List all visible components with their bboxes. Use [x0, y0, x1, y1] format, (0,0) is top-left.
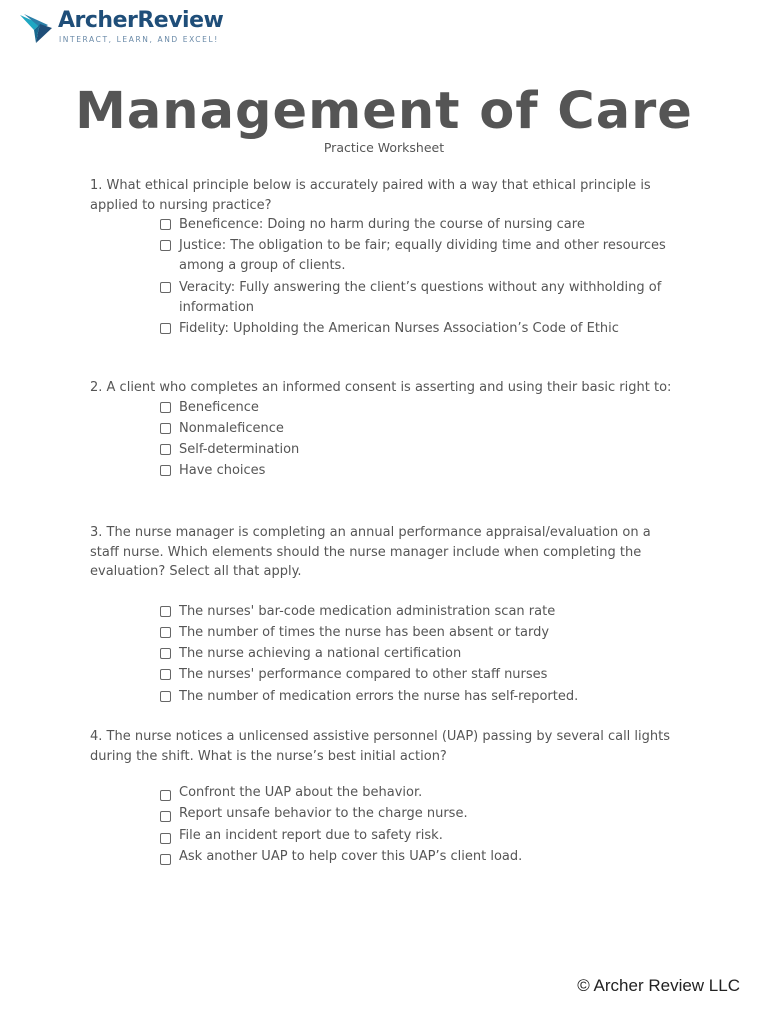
checkbox[interactable] — [160, 790, 171, 801]
option-item[interactable] — [160, 687, 680, 707]
page-title: Management of Care — [75, 82, 693, 141]
option-label: The number of medication errors the nurse has self-reported. — [179, 688, 579, 704]
brand-logo — [18, 8, 224, 48]
option-item[interactable] — [160, 419, 680, 439]
option-item[interactable] — [160, 319, 680, 339]
option-label: Have choices — [179, 463, 266, 479]
option-item[interactable] — [160, 644, 680, 664]
option-label: Beneficence — [179, 399, 259, 415]
checkbox[interactable] — [160, 854, 171, 865]
checkbox[interactable] — [160, 240, 171, 251]
question-stem: 1. What ethical principle below is accurately paired with a way that ethical principle is applied to nursing practice? — [90, 178, 651, 213]
brand-tagline: INTERACT, LEARN, AND EXCEL! — [59, 35, 219, 44]
option-label: The number of times the nurse has been absent or tardy — [179, 624, 550, 640]
checkbox[interactable] — [160, 669, 171, 680]
checkbox[interactable] — [160, 833, 171, 844]
option-label: Self-determination — [179, 442, 300, 458]
option-list — [90, 783, 680, 867]
brand-name: ArcherReview — [58, 8, 224, 33]
option-item[interactable] — [160, 215, 680, 235]
option-list — [90, 398, 680, 482]
option-item[interactable] — [160, 783, 680, 803]
checkbox[interactable] — [160, 627, 171, 638]
checkbox[interactable] — [160, 402, 171, 413]
option-item[interactable] — [160, 826, 680, 846]
option-label: Veracity: Fully answering the client’s questions without any withholding of information — [179, 279, 662, 315]
checkbox[interactable] — [160, 465, 171, 476]
checkbox[interactable] — [160, 323, 171, 334]
copyright-footer: © Archer Review LLC — [577, 976, 740, 995]
arrow-wing-icon — [18, 10, 54, 46]
checkbox[interactable] — [160, 219, 171, 230]
option-item[interactable] — [160, 623, 680, 643]
option-list — [90, 215, 680, 339]
checkbox[interactable] — [160, 811, 171, 822]
question-stem: 2. A client who completes an informed consent is asserting and using their basic right to: — [90, 380, 672, 395]
checkbox[interactable] — [160, 282, 171, 293]
option-item[interactable] — [160, 804, 680, 824]
option-label: Fidelity: Upholding the American Nurses Association’s Code of Ethic — [179, 320, 619, 336]
checkbox[interactable] — [160, 444, 171, 455]
option-label: Confront the UAP about the behavior. — [179, 785, 423, 800]
option-item[interactable] — [160, 440, 680, 460]
option-label: The nurses' performance compared to other staff nurses — [179, 667, 548, 683]
option-list — [90, 602, 680, 707]
option-label: The nurse achieving a national certification — [179, 646, 462, 662]
option-item[interactable] — [160, 665, 680, 685]
question-1 — [90, 176, 680, 340]
option-item[interactable] — [160, 398, 680, 418]
option-item[interactable] — [160, 847, 680, 867]
option-label: Nonmaleficence — [179, 420, 284, 436]
checkbox[interactable] — [160, 648, 171, 659]
checkbox[interactable] — [160, 423, 171, 434]
option-item[interactable] — [160, 236, 680, 276]
option-label: Report unsafe behavior to the charge nurse. — [179, 806, 468, 822]
option-label: The nurses' bar-code medication administration scan rate — [179, 603, 556, 619]
option-label: Ask another UAP to help cover this UAP’s client load. — [179, 848, 523, 864]
question-3 — [90, 523, 680, 708]
question-stem: 4. The nurse notices a unlicensed assistive personnel (UAP) passing by several call lights during the shift. What is the nurse’s best initial action? — [90, 729, 671, 764]
checkbox[interactable] — [160, 691, 171, 702]
option-label: Justice: The obligation to be fair; equally dividing time and other resources among a group of clients. — [179, 238, 666, 274]
question-stem: 3. The nurse manager is completing an annual performance appraisal/evaluation on a staff nurse. Which elements should the nurse manager include when completing the evaluation? Select all that apply. — [90, 525, 651, 579]
page-subtitle: Practice Worksheet — [323, 140, 445, 155]
question-2 — [90, 378, 680, 483]
option-label: Beneficence: Doing no harm during the course of nursing care — [179, 217, 585, 232]
question-4 — [90, 727, 680, 868]
option-item[interactable] — [160, 278, 680, 318]
option-label: File an incident report due to safety risk. — [179, 827, 443, 843]
option-item[interactable] — [160, 602, 680, 622]
option-item[interactable] — [160, 461, 680, 481]
checkbox[interactable] — [160, 606, 171, 617]
